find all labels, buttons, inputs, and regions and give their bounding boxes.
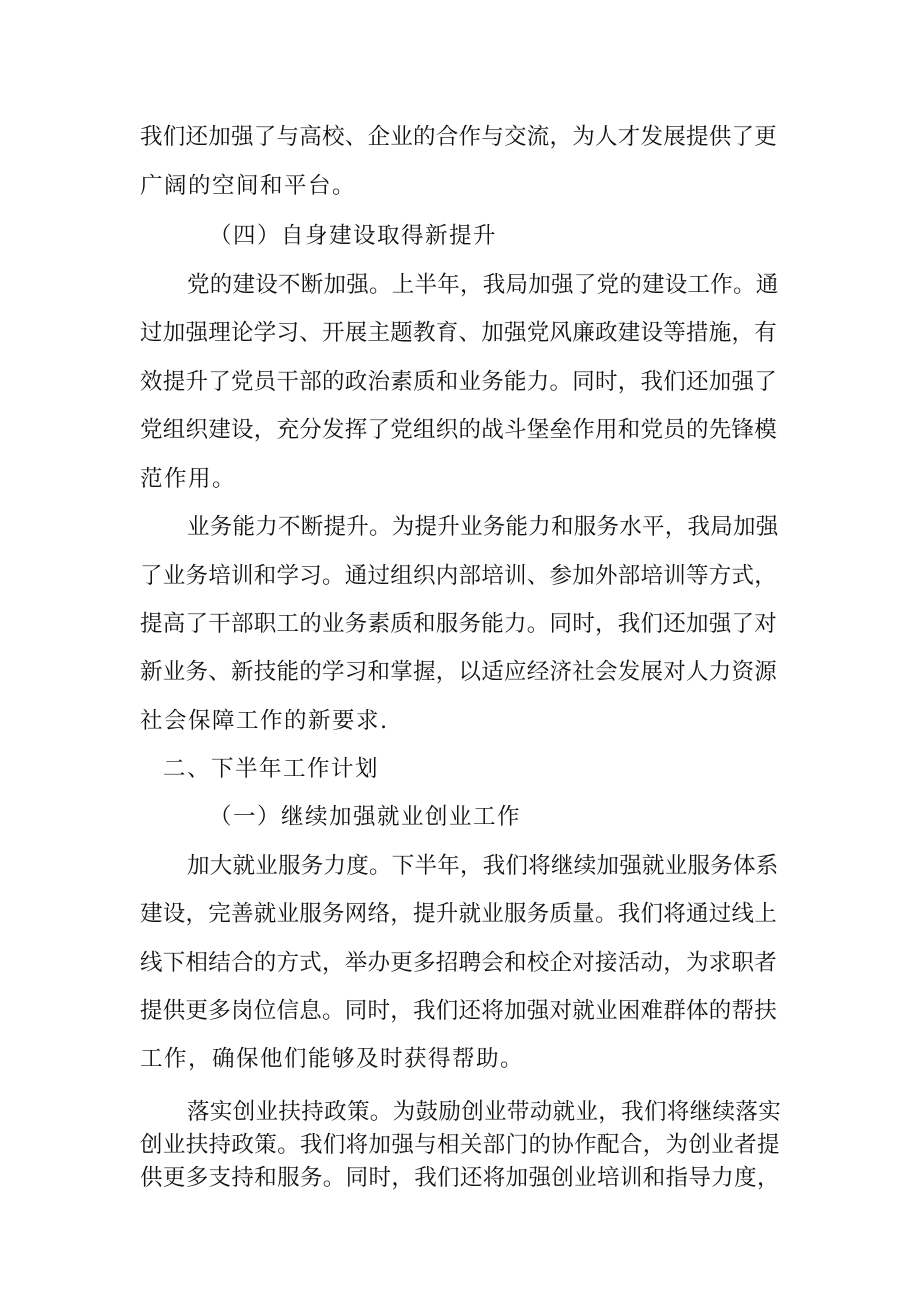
text-line: 社会保障工作的新要求. — [140, 708, 389, 734]
text-line: 效提升了党员干部的政治素质和业务能力。同时，我们还加强了 — [140, 369, 778, 395]
text-line: 落实创业扶持政策。为鼓励创业带动就业，我们将继续落实 — [187, 1099, 782, 1125]
text-line: 提高了干部职工的业务素质和服务能力。同时，我们还加强了对 — [140, 611, 778, 637]
section-heading-2: 二、下半年工作计划 — [163, 756, 380, 782]
text-line: 创业扶持政策。我们将加强与相关部门的协作配合，为创业者提 — [140, 1132, 780, 1158]
text-line: 广阔的空间和平台。 — [140, 173, 357, 199]
text-line: 过加强理论学习、开展主题教育、加强党风廉政建设等措施，有 — [140, 320, 778, 346]
text-line: 了业务培训和学习。通过组织内部培训、参加外部培训等方式， — [140, 563, 778, 589]
text-line: 线下相结合的方式，举办更多招聘会和校企对接活动，为求职者 — [140, 950, 778, 976]
section-heading-1: （一）继续加强就业创业工作 — [209, 804, 522, 830]
text-line: 加大就业服务力度。下半年，我们将继续加强就业服务体系 — [187, 853, 779, 879]
section-heading-4: （四）自身建设取得新提升 — [209, 223, 498, 249]
text-line: 新业务、新技能的学习和掌握，以适应经济社会发展对人力资源 — [140, 659, 778, 685]
text-line: 党组织建设，充分发挥了党组织的战斗堡垒作用和党员的先锋模 — [140, 417, 778, 443]
text-line: 我们还加强了与高校、企业的合作与交流，为人才发展提供了更 — [140, 124, 778, 150]
text-line: 供更多支持和服务。同时，我们还将加强创业培训和指导力度， — [140, 1165, 780, 1191]
text-line: 党的建设不断加强。上半年，我局加强了党的建设工作。通 — [187, 272, 779, 298]
text-line: 建设，完善就业服务网络，提升就业服务质量。我们将通过线上 — [140, 901, 778, 927]
text-line: 范作用。 — [140, 466, 237, 492]
text-line: 业务能力不断提升。为提升业务能力和服务水平，我局加强 — [187, 514, 779, 540]
text-line: 提供更多岗位信息。同时，我们还将加强对就业困难群体的帮扶 — [140, 998, 778, 1024]
text-line: 工作，确保他们能够及时获得帮助。 — [140, 1046, 525, 1072]
